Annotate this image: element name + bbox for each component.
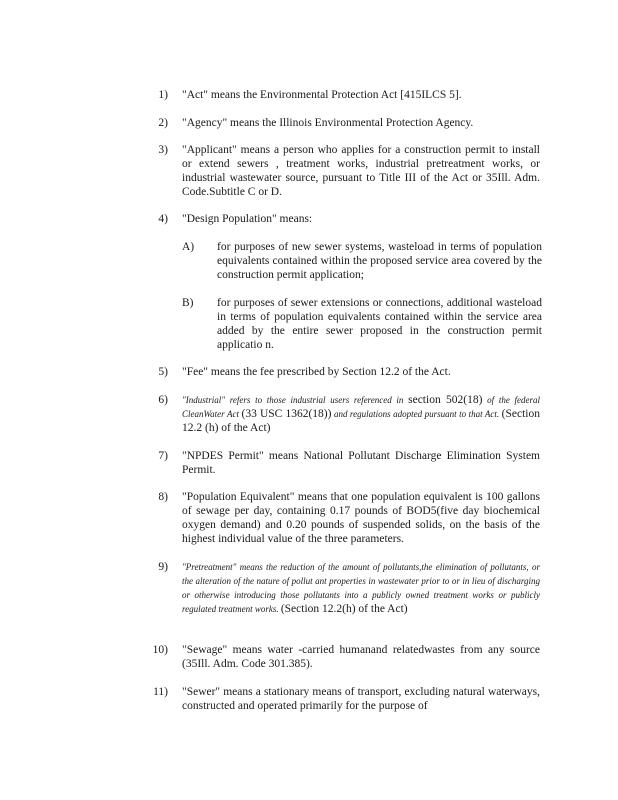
- definition-text-part: section 502(18): [408, 394, 483, 406]
- definition-item: [140, 116, 540, 130]
- sub-item-text: for purposes of new sewer systems, wasteload in terms of population equivalents contained within the proposed service area covered by the construction permit application;: [217, 241, 542, 281]
- sub-item: [182, 296, 542, 352]
- sub-item-label: B): [182, 297, 194, 309]
- definition-item: [140, 490, 540, 546]
- definition-number: 10): [152, 644, 168, 656]
- definition-item: [140, 212, 540, 226]
- definition-text-part: (Section 12.2 (h) of the Act): [182, 408, 540, 434]
- definition-number: 6): [158, 394, 168, 406]
- definition-text: "Agency" means the Illinois Environmental Protection Agency.: [182, 117, 474, 129]
- definition-text: "Sewer" means a stationary means of transport, excluding natural waterways, constructed and operated primarily for the purpose of: [182, 686, 540, 712]
- sub-item-text: for purposes of sewer extensions or connections, additional wasteload in terms of population equivalents contained within the service area added by the entire sewer proposed in the construction permit applicatio n.: [217, 297, 542, 351]
- definition-text: "Applicant" means a person who applies for a construction permit to install or extend sewers , treatment works, industrial pretreatment works, or industrial wastewater source, pursuant to Title III of the Act or 35Ill. Adm. Code.Subtitle C or D.: [182, 144, 540, 198]
- definition-number: 1): [158, 89, 168, 101]
- definition-item: [140, 143, 540, 199]
- definition-text: "Act" means the Environmental Protection Act [415ILCS 5].: [182, 89, 462, 101]
- definition-number: 9): [158, 561, 168, 573]
- definition-text-part: "Pretreatment" means the reduction of the amount of pollutants,the elimination of pollutants, or the alteration of the nature of pollut ant properties in wastewater prior to or in lieu of discharging or otherwise introducing those pollutants into a publicly owned treatment works or publicly regulated treatment works.: [182, 562, 540, 614]
- definition-item: [140, 365, 540, 379]
- definition-text: "Fee" means the fee prescribed by Section 12.2 of the Act.: [182, 366, 451, 378]
- definition-item: [140, 449, 540, 477]
- definition-item: [140, 88, 540, 102]
- definition-item: [140, 643, 540, 671]
- definition-text: [182, 560, 540, 616]
- definition-item: [140, 560, 540, 616]
- definition-text-part: (Section 12.2(h) of the Act): [280, 603, 408, 615]
- definition-number: 2): [158, 117, 168, 129]
- sub-item: [182, 240, 542, 282]
- definition-number: 5): [158, 366, 168, 378]
- definition-text: "Population Equivalent" means that one population equivalent is 100 gallons of sewage per day, containing 0.17 pounds of BOD5(five day biochemical oxygen demand) and 0.20 pounds of suspended solids, on the basis of the highest individual value of the three parameters.: [182, 491, 540, 545]
- definition-text: "NPDES Permit" means National Pollutant Discharge Elimination System Permit.: [182, 450, 540, 476]
- definition-number: 4): [158, 213, 168, 225]
- definition-text: "Sewage" means water -carried humanand relatedwastes from any source (35Ill. Adm. Code 301.385).: [182, 644, 540, 670]
- definition-text-part: "Industrial" refers to those industrial users referenced in: [182, 395, 404, 405]
- definition-text-part: and regulations adopted pursuant to that Act.: [333, 409, 500, 419]
- definition-number: 3): [158, 144, 168, 156]
- definition-number: 11): [153, 686, 168, 698]
- definition-text: [182, 393, 540, 435]
- definition-number: 7): [158, 450, 168, 462]
- definition-number: 8): [158, 491, 168, 503]
- definition-text-part: of the federal CleanWater Act: [182, 395, 541, 419]
- definition-text-part: (33 USC 1362(18)): [241, 408, 332, 420]
- definition-item: [140, 393, 540, 435]
- definition-text: "Design Population" means:: [182, 213, 313, 225]
- definition-item: [140, 685, 540, 713]
- sub-item-label: A): [182, 241, 195, 253]
